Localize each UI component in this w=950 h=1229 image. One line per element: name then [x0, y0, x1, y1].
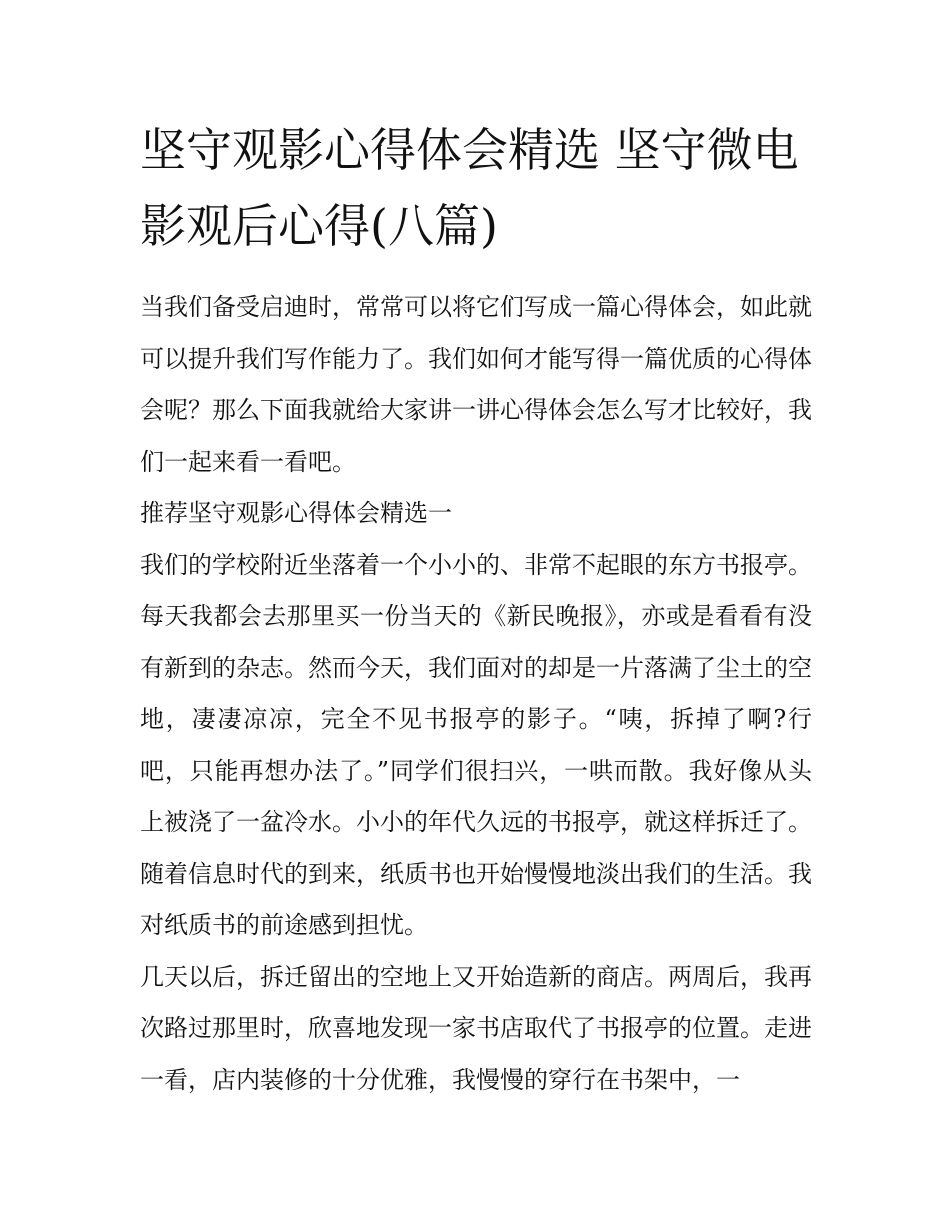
intro-paragraph: 当我们备受启迪时，常常可以将它们写成一篇心得体会，如此就可以提升我们写作能力了。我们如何才能写得一篇优质的心得体会呢？那么下面我就给大家讲一讲心得体会怎么写才比较好，我们一起来看一看吧。 — [140, 293, 812, 476]
document-title: 坚守观影心得体会精选 坚守微电影观后心得(八篇) — [140, 123, 799, 253]
document-page — [140, 112, 812, 1106]
section-heading: 推荐坚守观影心得体会精选一 — [140, 499, 452, 527]
body-paragraph: 我们的学校附近坐落着一个小小的、非常不起眼的东方书报亭。每天我都会去那里买一份当天的《新民晚报》，亦或是看看有没有新到的杂志。然而今天，我们面对的却是一片落满了尘土的空地，凄凄凉凉，完全不见书报亭的影子。“咦，拆掉了啊?行吧，只能再想办法了。”同学们很扫兴，一哄而散。我好像从头上被浇了一盆冷水。小小的年代久远的书报亭，就这样拆迁了。随着信息时代的到来，纸质书也开始慢慢地淡出我们的生活。我对纸质书的前途感到担忧。 — [140, 550, 812, 939]
body-paragraph: 几天以后，拆迁留出的空地上又开始造新的商店。两周后，我再次路过那里时，欣喜地发现一家书店取代了书报亭的位置。走进一看，店内装修的十分优雅，我慢慢的穿行在书架中，一 — [140, 962, 812, 1094]
document-body — [140, 282, 812, 1106]
